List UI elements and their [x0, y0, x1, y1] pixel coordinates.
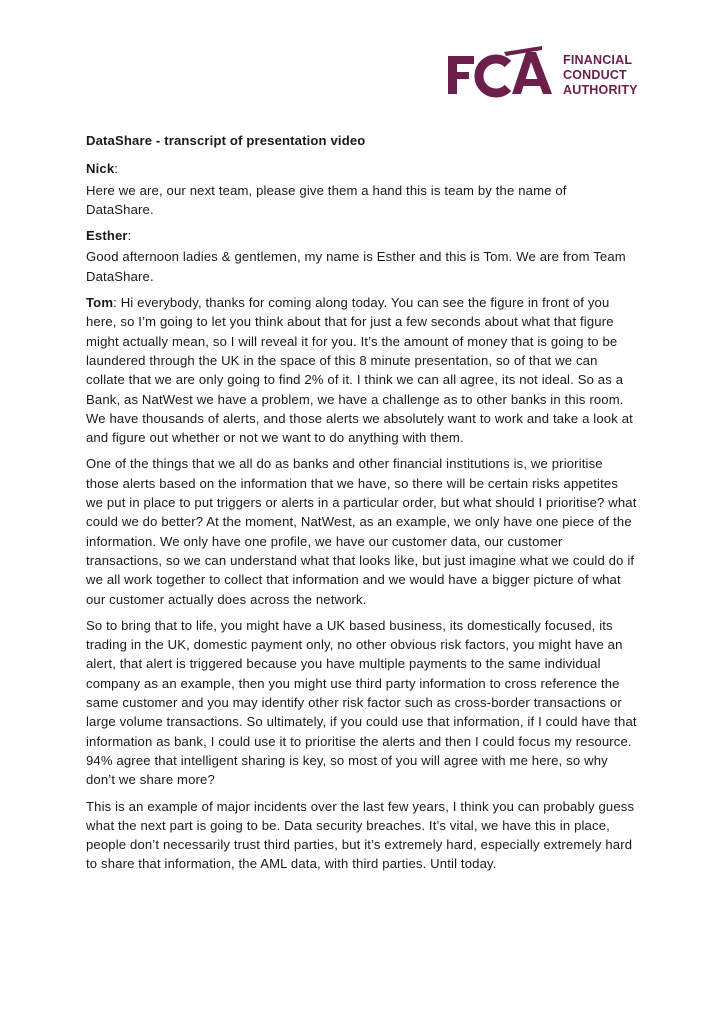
- paragraph-nick: Here we are, our next team, please give them a hand this is team by the name of DataShare.: [86, 182, 567, 217]
- paragraph-2: One of the things that we all do as banks and other financial institutions is, we prioritise those alerts based on the information that we have, so there will be certain risks appetites we put in place to put triggers or alerts in a particular order, but what should I prioritise? what could we do better? At the moment, NatWest, as an example, we only have one piece of the information. We only have one profile, we have our customer data, our customer transactions, so we can understand what that looks like, but just imagine what we could do if we all work together to collect that information and we would have a bigger picture of what our customer actually does across the network.: [86, 456, 637, 607]
- speaker-name: Tom: [86, 295, 114, 311]
- fca-wordmark: [563, 53, 638, 98]
- wordmark-line-2: CONDUCT: [563, 68, 627, 82]
- paragraph-esther: Good afternoon ladies & gentlemen, my name is Esther and this is Tom. We are from Team DataShare.: [86, 249, 626, 284]
- speaker-heading-esther: [86, 226, 638, 245]
- fca-letters-logo: [446, 46, 556, 102]
- transcript-body: [86, 131, 638, 881]
- speaker-heading-nick: [86, 159, 638, 178]
- speaker-colon: :: [114, 161, 119, 177]
- wordmark-line-1: FINANCIAL: [563, 53, 633, 67]
- document-title: DataShare - transcript of presentation video: [86, 133, 366, 148]
- paragraph-3: So to bring that to life, you might have a UK based business, its domestically focused, its trading in the UK, domestic payment only, no other obvious risk factors, you might have an alert, that alert is triggered because you have multiple payments to the same individual company as an example, then you might use third party information to cross reference the same customer and you may identify other risk factor such as cross-border transactions or large volume transactions. So ultimately, if you could use that information, if I could have that information as bank, I could use it to prioritise the alerts and then I could focus my resource. 94% agree that intelligent sharing is key, so most of you will agree with me here, so why don’t we share more?: [86, 617, 637, 788]
- paragraph-4: This is an example of major incidents over the last few years, I think you can probably guess what the next part is going to be. Data security breaches. It’s vital, we have this in place, people don’t necessarily trust third parties, but it’s extremely hard, especially extremely hard to share that information, the AML data, with third parties. Until today.: [86, 798, 635, 872]
- fca-logo: [446, 46, 636, 102]
- paragraph-tom-text: : Hi everybody, thanks for coming along today. You can see the figure in front of you here, so I’m going to let you think about that for just a few seconds about what that figure might actually mean, so I will reveal it for you. It’s the amount of money that is going to be laundered through the UK in the space of this 8 minute presentation, so of that we can collate that we are only going to find 2% of it. I think we can all agree, its not ideal. So as a Bank, as NatWest we have a problem, we have a challenge as to other banks in this room. We have thousands of alerts, and those alerts we absolutely want to work and take a look at and figure out whether or not we want to do anything with them.: [86, 295, 633, 446]
- speaker-colon: :: [127, 228, 132, 244]
- speaker-name: Nick: [86, 161, 115, 177]
- speaker-name: Esther: [86, 228, 128, 244]
- paragraph-tom: [86, 293, 638, 447]
- wordmark-line-3: AUTHORITY: [563, 83, 638, 97]
